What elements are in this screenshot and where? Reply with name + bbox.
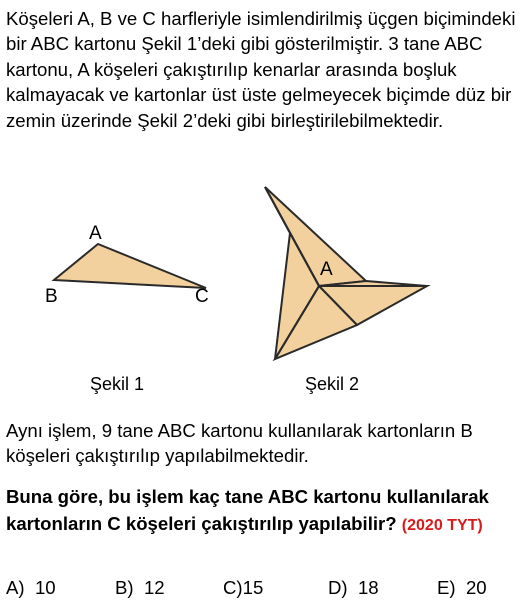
middle-paragraph: Aynı işlem, 9 tane ABC kartonu kullanılarak kartonların B köşeleri çakıştırılıp yapılabilmektedir. <box>6 420 473 467</box>
option-b-letter: B) <box>115 577 134 598</box>
option-e-value: 20 <box>465 577 487 598</box>
vertex-label-a-center: A <box>320 259 333 280</box>
figure-1-caption: Şekil 1 <box>90 374 145 394</box>
intro-paragraph: Köşeleri A, B ve C harfleriyle isimlendirilmiş üçgen biçimindeki bir ABC kartonu Şekil 1’deki gibi gösterilmiştir. 3 tane ABC kartonu, A köşeleri çakıştırılıp kenarlar arasında boşluk kalmayacak ve kartonlar üst üste gelmeyecek biçimde düz bir zemin üzerinde Şekil 2’deki gibi birleştirilebilmektedir. <box>6 8 516 131</box>
triangle-top <box>265 187 366 286</box>
option-a-letter: A) <box>6 577 25 598</box>
option-d-value: 18 <box>357 577 379 598</box>
question-paragraph <box>6 484 521 539</box>
question-source: (2020 TYT) <box>401 516 483 534</box>
option-a-value: 10 <box>34 577 56 598</box>
vertex-label-b: B <box>45 286 58 307</box>
option-e[interactable] <box>437 577 487 599</box>
option-c-letter: C) <box>223 577 243 598</box>
question-text: Buna göre, bu işlem kaç tane ABC kartonu kullanılarak kartonların C köşeleri çakıştırılıp yapılabilir? <box>6 486 489 534</box>
option-d-letter: D) <box>328 577 348 598</box>
figure-1 <box>45 223 209 394</box>
figure-2 <box>265 187 427 394</box>
option-d[interactable] <box>328 577 379 599</box>
vertex-label-a: A <box>89 223 102 244</box>
option-a[interactable] <box>6 577 56 599</box>
option-c[interactable] <box>223 577 263 599</box>
triangle-abc <box>54 244 206 288</box>
option-b-value: 12 <box>143 577 165 598</box>
vertex-label-c: C <box>195 286 209 307</box>
figure-2-caption: Şekil 2 <box>305 374 360 394</box>
option-e-letter: E) <box>437 577 456 598</box>
option-c-value: 15 <box>242 577 264 598</box>
option-b[interactable] <box>115 577 165 599</box>
